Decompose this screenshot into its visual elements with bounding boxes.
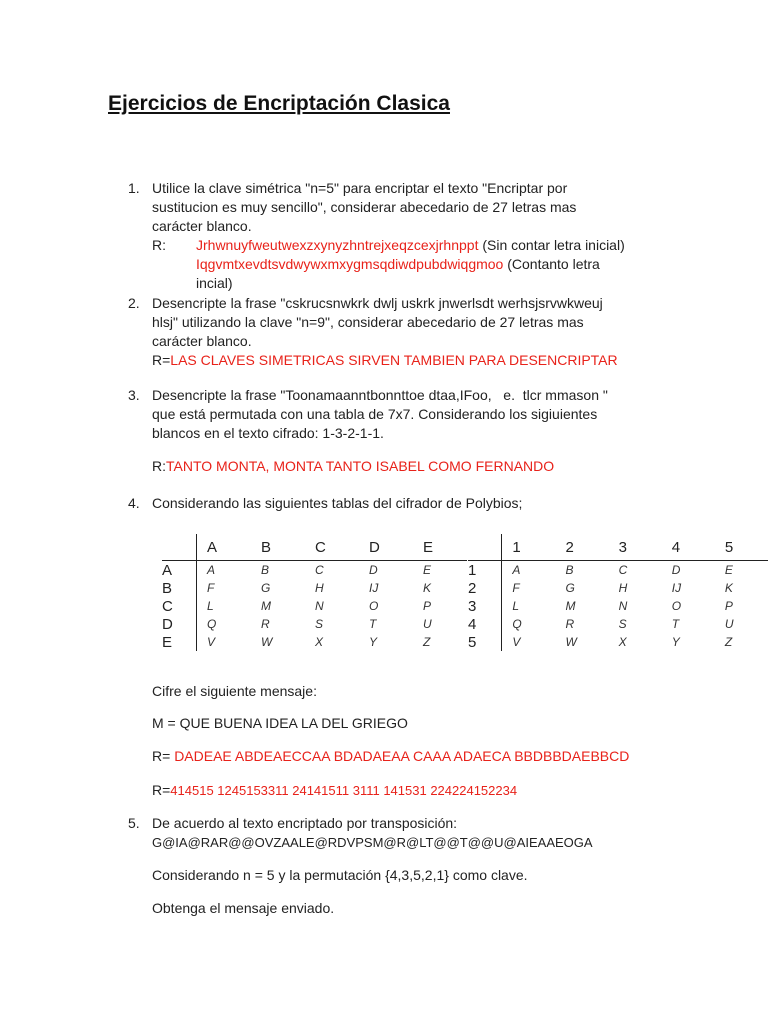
answer-text: 414515 1245153311 24141511 3111 141531 224224152234 xyxy=(170,783,518,798)
question-text-line: blancos en el texto cifrado: 1-3-2-1-1. xyxy=(152,425,384,441)
ciphertext-line: G@IA@RAR@@OVZAALE@RDVPSM@R@LT@@T@@U@AIEAAEOGA xyxy=(152,835,593,850)
message-text: M = QUE BUENA IDEA LA DEL GRIEGO xyxy=(152,715,408,731)
table-cell: Q xyxy=(207,617,217,631)
table-cell: K xyxy=(423,581,432,595)
table-cell: IJ xyxy=(369,581,379,595)
answer-row xyxy=(152,236,668,255)
table-cell: L xyxy=(207,599,214,613)
table-cell: C xyxy=(618,563,628,577)
table-cell: A xyxy=(207,563,216,577)
answer-row xyxy=(152,457,668,476)
table-row xyxy=(468,561,768,580)
table-cell: V xyxy=(207,635,216,649)
answer-text: Jrhwnuyfweutwexzxynyzhntrejxeqzcexjrhnppt xyxy=(196,237,479,253)
table-cell: P xyxy=(423,599,432,613)
table-cell: O xyxy=(369,599,379,613)
question-text-line: Obtenga el mensaje enviado. xyxy=(152,900,335,916)
table-cell: N xyxy=(618,599,628,613)
table-cell: H xyxy=(315,581,324,595)
question-number: 2. xyxy=(128,295,140,311)
table-cell: D xyxy=(671,563,681,577)
table-cell: Y xyxy=(369,635,378,649)
answer-row xyxy=(152,351,668,370)
instruction-text: Cifre el siguiente mensaje: xyxy=(152,683,317,699)
question-number: 1. xyxy=(128,180,140,196)
answer-label: R= xyxy=(152,782,171,798)
table-cell: IJ xyxy=(671,581,682,595)
table-corner xyxy=(162,534,197,561)
table-cell: C xyxy=(315,563,324,577)
table-corner xyxy=(468,534,502,561)
question-text-line: Desencripte la frase "cskrucsnwkrk dwlj uskrk jnwerlsdt werhsjsrvwkweuj xyxy=(152,295,603,311)
table-cell: X xyxy=(618,635,627,649)
table-cell: Z xyxy=(724,635,733,649)
column-header: A xyxy=(197,534,252,561)
table-cell: F xyxy=(512,581,520,595)
table-row xyxy=(162,615,467,633)
answer-row xyxy=(152,781,517,800)
table-row xyxy=(162,561,467,580)
question-text-line: Considerando las siguientes tablas del cifrador de Polybios; xyxy=(152,495,523,511)
table-cell: Z xyxy=(423,635,431,649)
question-2 xyxy=(128,294,668,370)
table-cell: B xyxy=(261,563,270,577)
row-header: B xyxy=(162,579,197,597)
polybios-table-letters xyxy=(162,534,467,651)
table-cell: T xyxy=(671,617,680,631)
column-header: 1 xyxy=(502,534,556,561)
row-header: A xyxy=(162,561,197,580)
table-cell: S xyxy=(315,617,324,631)
column-header: 2 xyxy=(555,534,608,561)
row-header: E xyxy=(162,633,197,651)
question-5 xyxy=(128,814,668,918)
table-cell: S xyxy=(618,617,627,631)
document-title: Ejercicios de Encriptación Clasica xyxy=(108,92,450,115)
column-header: 5 xyxy=(715,534,768,561)
table-cell: D xyxy=(369,563,378,577)
table-cell: A xyxy=(512,563,521,577)
table-cell: E xyxy=(724,563,733,577)
column-header: 3 xyxy=(609,534,662,561)
answer-label: R: xyxy=(152,237,166,253)
table-cell: V xyxy=(512,635,521,649)
answer-row xyxy=(152,255,668,274)
row-header: 3 xyxy=(468,597,502,615)
table-cell: X xyxy=(315,635,324,649)
row-header: D xyxy=(162,615,197,633)
row-header: 5 xyxy=(468,633,502,651)
question-number: 4. xyxy=(128,495,140,511)
table-cell: R xyxy=(565,617,575,631)
question-text-line: que está permutada con una tabla de 7x7. Considerando los sigiuientes xyxy=(152,406,598,422)
column-header: D xyxy=(359,534,413,561)
answer-label: R= xyxy=(152,352,171,368)
answer-note: (Contanto letra xyxy=(503,256,600,272)
table-row xyxy=(162,579,467,597)
polybios-table-numbers xyxy=(468,534,768,651)
table-cell: E xyxy=(423,563,432,577)
table-cell: Q xyxy=(512,617,522,631)
answer-row xyxy=(152,274,668,293)
answer-row xyxy=(152,747,629,766)
column-header: B xyxy=(251,534,305,561)
answer-text: Iqgvmtxevdtsvdwywxmxygmsqdiwdpubdwiqgmoo xyxy=(196,256,504,272)
table-row xyxy=(468,633,768,651)
row-header: 2 xyxy=(468,579,502,597)
table-cell: Y xyxy=(671,635,680,649)
table-cell: G xyxy=(565,581,575,595)
table-cell: M xyxy=(565,599,576,613)
question-text-line: carácter blanco. xyxy=(152,333,252,349)
table-cell: H xyxy=(618,581,628,595)
table-cell: N xyxy=(315,599,324,613)
table-cell: W xyxy=(261,635,273,649)
question-number: 5. xyxy=(128,815,140,831)
table-cell: B xyxy=(565,563,574,577)
answer-text: DADEAE ABDEAECCAA BDADAEAA CAAA ADAECA BBDBBDAEBBCD xyxy=(174,748,630,764)
table-row xyxy=(468,579,768,597)
table-cell: U xyxy=(724,617,734,631)
table-row xyxy=(162,633,467,651)
table-cell: K xyxy=(724,581,733,595)
question-text-line: Desencripte la frase "Toonamaanntbonnttoe dtaa,IFoo, e. tlcr mmason " xyxy=(152,387,608,403)
answer-text: LAS CLAVES SIMETRICAS SIRVEN TAMBIEN PARA DESENCRIPTAR xyxy=(170,352,618,368)
question-text-line: sustitucion es muy sencillo", considerar abecedario de 27 letras mas xyxy=(152,199,577,215)
table-cell: P xyxy=(724,599,733,613)
answer-text: TANTO MONTA, MONTA TANTO ISABEL COMO FERNANDO xyxy=(166,458,555,474)
question-text-line: Utilice la clave simétrica "n=5" para encriptar el texto "Encriptar por xyxy=(152,180,568,196)
answer-label: R= xyxy=(152,748,175,764)
table-row xyxy=(468,615,768,633)
table-cell: F xyxy=(207,581,215,595)
answer-note: incial) xyxy=(196,275,233,291)
table-cell: O xyxy=(671,599,682,613)
question-text-line: Considerando n = 5 y la permutación {4,3,5,2,1} como clave. xyxy=(152,867,528,883)
column-header: 4 xyxy=(662,534,715,561)
question-3 xyxy=(128,386,668,476)
table-cell: U xyxy=(423,617,432,631)
question-text-line: carácter blanco. xyxy=(152,218,252,234)
row-header: 4 xyxy=(468,615,502,633)
column-header: C xyxy=(305,534,359,561)
answer-note: (Sin contar letra inicial) xyxy=(478,237,625,253)
row-header: 1 xyxy=(468,561,502,580)
column-header: E xyxy=(413,534,467,561)
table-cell: T xyxy=(369,617,377,631)
table-cell: L xyxy=(512,599,520,613)
table-cell: G xyxy=(261,581,271,595)
row-header: C xyxy=(162,597,197,615)
question-number: 3. xyxy=(128,387,140,403)
question-4 xyxy=(128,494,668,513)
question-1 xyxy=(128,179,668,293)
table-cell: R xyxy=(261,617,270,631)
table-row xyxy=(468,597,768,615)
table-cell: M xyxy=(261,599,271,613)
table-cell: W xyxy=(565,635,577,649)
question-text-line: De acuerdo al texto encriptado por transposición: xyxy=(152,815,458,831)
question-text-line: hlsj" utilizando la clave "n=9", considerar abecedario de 27 letras mas xyxy=(152,314,584,330)
table-row xyxy=(162,597,467,615)
answer-label: R: xyxy=(152,458,166,474)
